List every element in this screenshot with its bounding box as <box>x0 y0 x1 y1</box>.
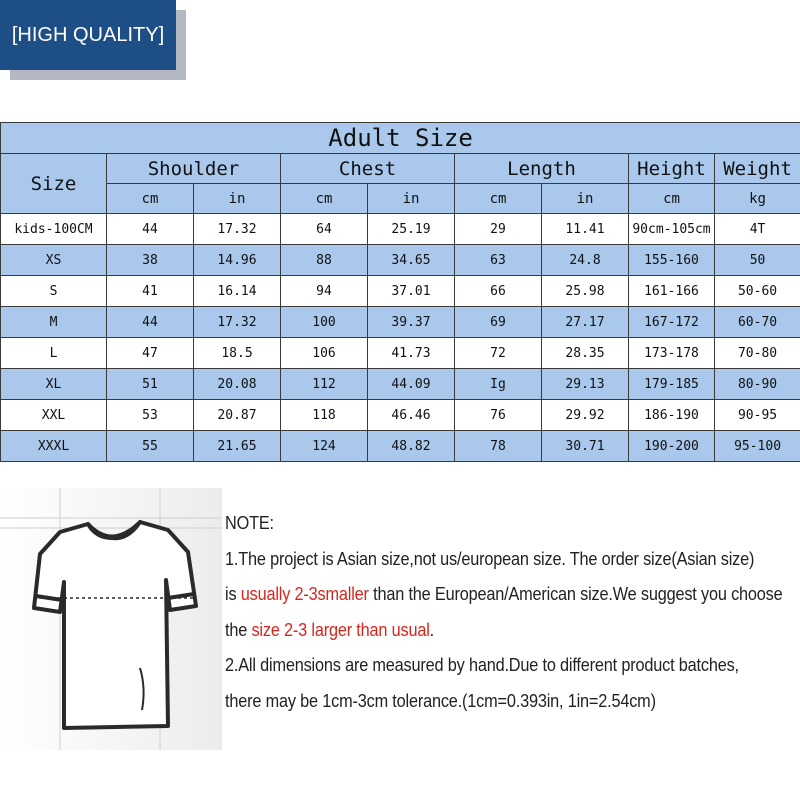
tshirt-icon <box>0 488 222 750</box>
table-cell-length-cm: 72 <box>455 338 542 369</box>
unit-cell: cm <box>281 184 368 214</box>
table-cell-weight: 4T <box>715 214 800 245</box>
tshirt-illustration <box>0 488 222 750</box>
table-cell-size: M <box>1 307 107 338</box>
table-cell-chest-in: 46.46 <box>368 400 455 431</box>
unit-cell: cm <box>629 184 715 214</box>
table-cell-shoulder-in: 16.14 <box>194 276 281 307</box>
table-cell-weight: 80-90 <box>715 369 800 400</box>
table-cell-chest-cm: 88 <box>281 245 368 276</box>
shoulder-header: Shoulder <box>107 154 281 184</box>
unit-cell: cm <box>107 184 194 214</box>
table-row <box>1 431 800 462</box>
table-row <box>1 214 800 245</box>
table-cell-chest-cm: 112 <box>281 369 368 400</box>
table-cell-chest-in: 44.09 <box>368 369 455 400</box>
note-line-5: there may be 1cm-3cm tolerance.(1cm=0.393in, 1in=2.54cm) <box>225 689 656 711</box>
table-cell-shoulder-cm: 44 <box>107 307 194 338</box>
weight-header: Weight <box>715 154 800 184</box>
table-cell-chest-in: 39.37 <box>368 307 455 338</box>
note-highlight: size 2-3 larger than usual <box>251 618 430 640</box>
table-cell-length-cm: 69 <box>455 307 542 338</box>
height-header: Height <box>629 154 715 184</box>
size-chart-table <box>0 122 800 462</box>
table-row <box>1 307 800 338</box>
unit-cell: cm <box>455 184 542 214</box>
table-cell-height: 90cm-105cm <box>629 214 715 245</box>
table-cell-shoulder-cm: 44 <box>107 214 194 245</box>
table-cell-weight: 60-70 <box>715 307 800 338</box>
unit-cell: in <box>368 184 455 214</box>
table-cell-chest-in: 41.73 <box>368 338 455 369</box>
table-cell-chest-in: 34.65 <box>368 245 455 276</box>
note-line-3 <box>225 612 731 648</box>
table-row <box>1 400 800 431</box>
note-text: is <box>225 583 241 604</box>
table-cell-shoulder-in: 14.96 <box>194 245 281 276</box>
table-cell-size: kids-100CM <box>1 214 107 245</box>
size-column-header: Size <box>1 154 107 214</box>
unit-cell: in <box>194 184 281 214</box>
table-cell-length-in: 29.13 <box>542 369 629 400</box>
table-cell-length-in: 29.92 <box>542 400 629 431</box>
note-text: . <box>429 618 435 640</box>
table-cell-shoulder-in: 17.32 <box>194 214 281 245</box>
table-cell-size: XXL <box>1 400 107 431</box>
table-cell-length-in: 27.17 <box>542 307 629 338</box>
length-header: Length <box>455 154 629 184</box>
table-cell-weight: 70-80 <box>715 338 800 369</box>
table-cell-chest-in: 25.19 <box>368 214 455 245</box>
table-cell-length-cm: 63 <box>455 245 542 276</box>
table-row <box>1 338 800 369</box>
table-cell-height: 161-166 <box>629 276 715 307</box>
table-cell-chest-cm: 118 <box>281 400 368 431</box>
chest-header: Chest <box>281 154 455 184</box>
table-cell-chest-cm: 100 <box>281 307 368 338</box>
table-cell-height: 190-200 <box>629 431 715 462</box>
table-cell-shoulder-in: 18.5 <box>194 338 281 369</box>
table-cell-shoulder-cm: 51 <box>107 369 194 400</box>
table-cell-length-in: 28.35 <box>542 338 629 369</box>
table-cell-length-in: 30.71 <box>542 431 629 462</box>
table-cell-height: 186-190 <box>629 400 715 431</box>
table-cell-length-cm: 29 <box>455 214 542 245</box>
table-cell-chest-in: 48.82 <box>368 431 455 462</box>
table-cell-weight: 95-100 <box>715 431 800 462</box>
table-cell-shoulder-in: 17.32 <box>194 307 281 338</box>
table-cell-size: L <box>1 338 107 369</box>
table-cell-length-cm: 78 <box>455 431 542 462</box>
table-cell-chest-cm: 94 <box>281 276 368 307</box>
table-cell-shoulder-cm: 41 <box>107 276 194 307</box>
table-cell-length-in: 25.98 <box>542 276 629 307</box>
table-cell-length-cm: Ig <box>455 369 542 400</box>
note-heading: NOTE: <box>225 512 274 533</box>
table-cell-height: 173-178 <box>629 338 715 369</box>
table-cell-chest-cm: 64 <box>281 214 368 245</box>
note-text: the <box>225 618 252 640</box>
table-cell-size: S <box>1 276 107 307</box>
table-cell-height: 179-185 <box>629 369 715 400</box>
table-cell-chest-cm: 106 <box>281 338 368 369</box>
table-cell-weight: 90-95 <box>715 400 800 431</box>
table-cell-length-in: 24.8 <box>542 245 629 276</box>
note-highlight: usually 2-3smaller <box>240 583 369 604</box>
table-cell-length-in: 11.41 <box>542 214 629 245</box>
table-cell-weight: 50 <box>715 245 800 276</box>
table-cell-length-cm: 66 <box>455 276 542 307</box>
table-cell-height: 155-160 <box>629 245 715 276</box>
note-line-2 <box>225 576 783 612</box>
table-cell-shoulder-in: 20.87 <box>194 400 281 431</box>
table-cell-size: XS <box>1 245 107 276</box>
table-cell-shoulder-cm: 47 <box>107 338 194 369</box>
table-cell-height: 167-172 <box>629 307 715 338</box>
table-cell-chest-in: 37.01 <box>368 276 455 307</box>
table-cell-shoulder-in: 21.65 <box>194 431 281 462</box>
size-notes <box>225 505 783 718</box>
note-line-1: 1.The project is Asian size,not us/european size. The order size(Asian size) <box>225 547 755 569</box>
table-cell-size: XL <box>1 369 107 400</box>
unit-cell: in <box>542 184 629 214</box>
unit-cell: kg <box>715 184 800 214</box>
table-cell-size: XXXL <box>1 431 107 462</box>
table-cell-chest-cm: 124 <box>281 431 368 462</box>
table-cell-length-cm: 76 <box>455 400 542 431</box>
high-quality-badge <box>0 0 176 70</box>
note-line-4: 2.All dimensions are measured by hand.Due to different product batches, <box>225 654 739 675</box>
badge-label: [HIGH QUALITY] <box>11 23 165 46</box>
note-text: than the European/American size.We suggest you choose <box>368 583 783 604</box>
table-cell-weight: 50-60 <box>715 276 800 307</box>
table-cell-shoulder-cm: 53 <box>107 400 194 431</box>
table-cell-shoulder-cm: 38 <box>107 245 194 276</box>
table-row <box>1 369 800 400</box>
table-cell-shoulder-cm: 55 <box>107 431 194 462</box>
table-row <box>1 276 800 307</box>
table-row <box>1 245 800 276</box>
table-cell-shoulder-in: 20.08 <box>194 369 281 400</box>
table-title: Adult Size <box>1 123 800 154</box>
